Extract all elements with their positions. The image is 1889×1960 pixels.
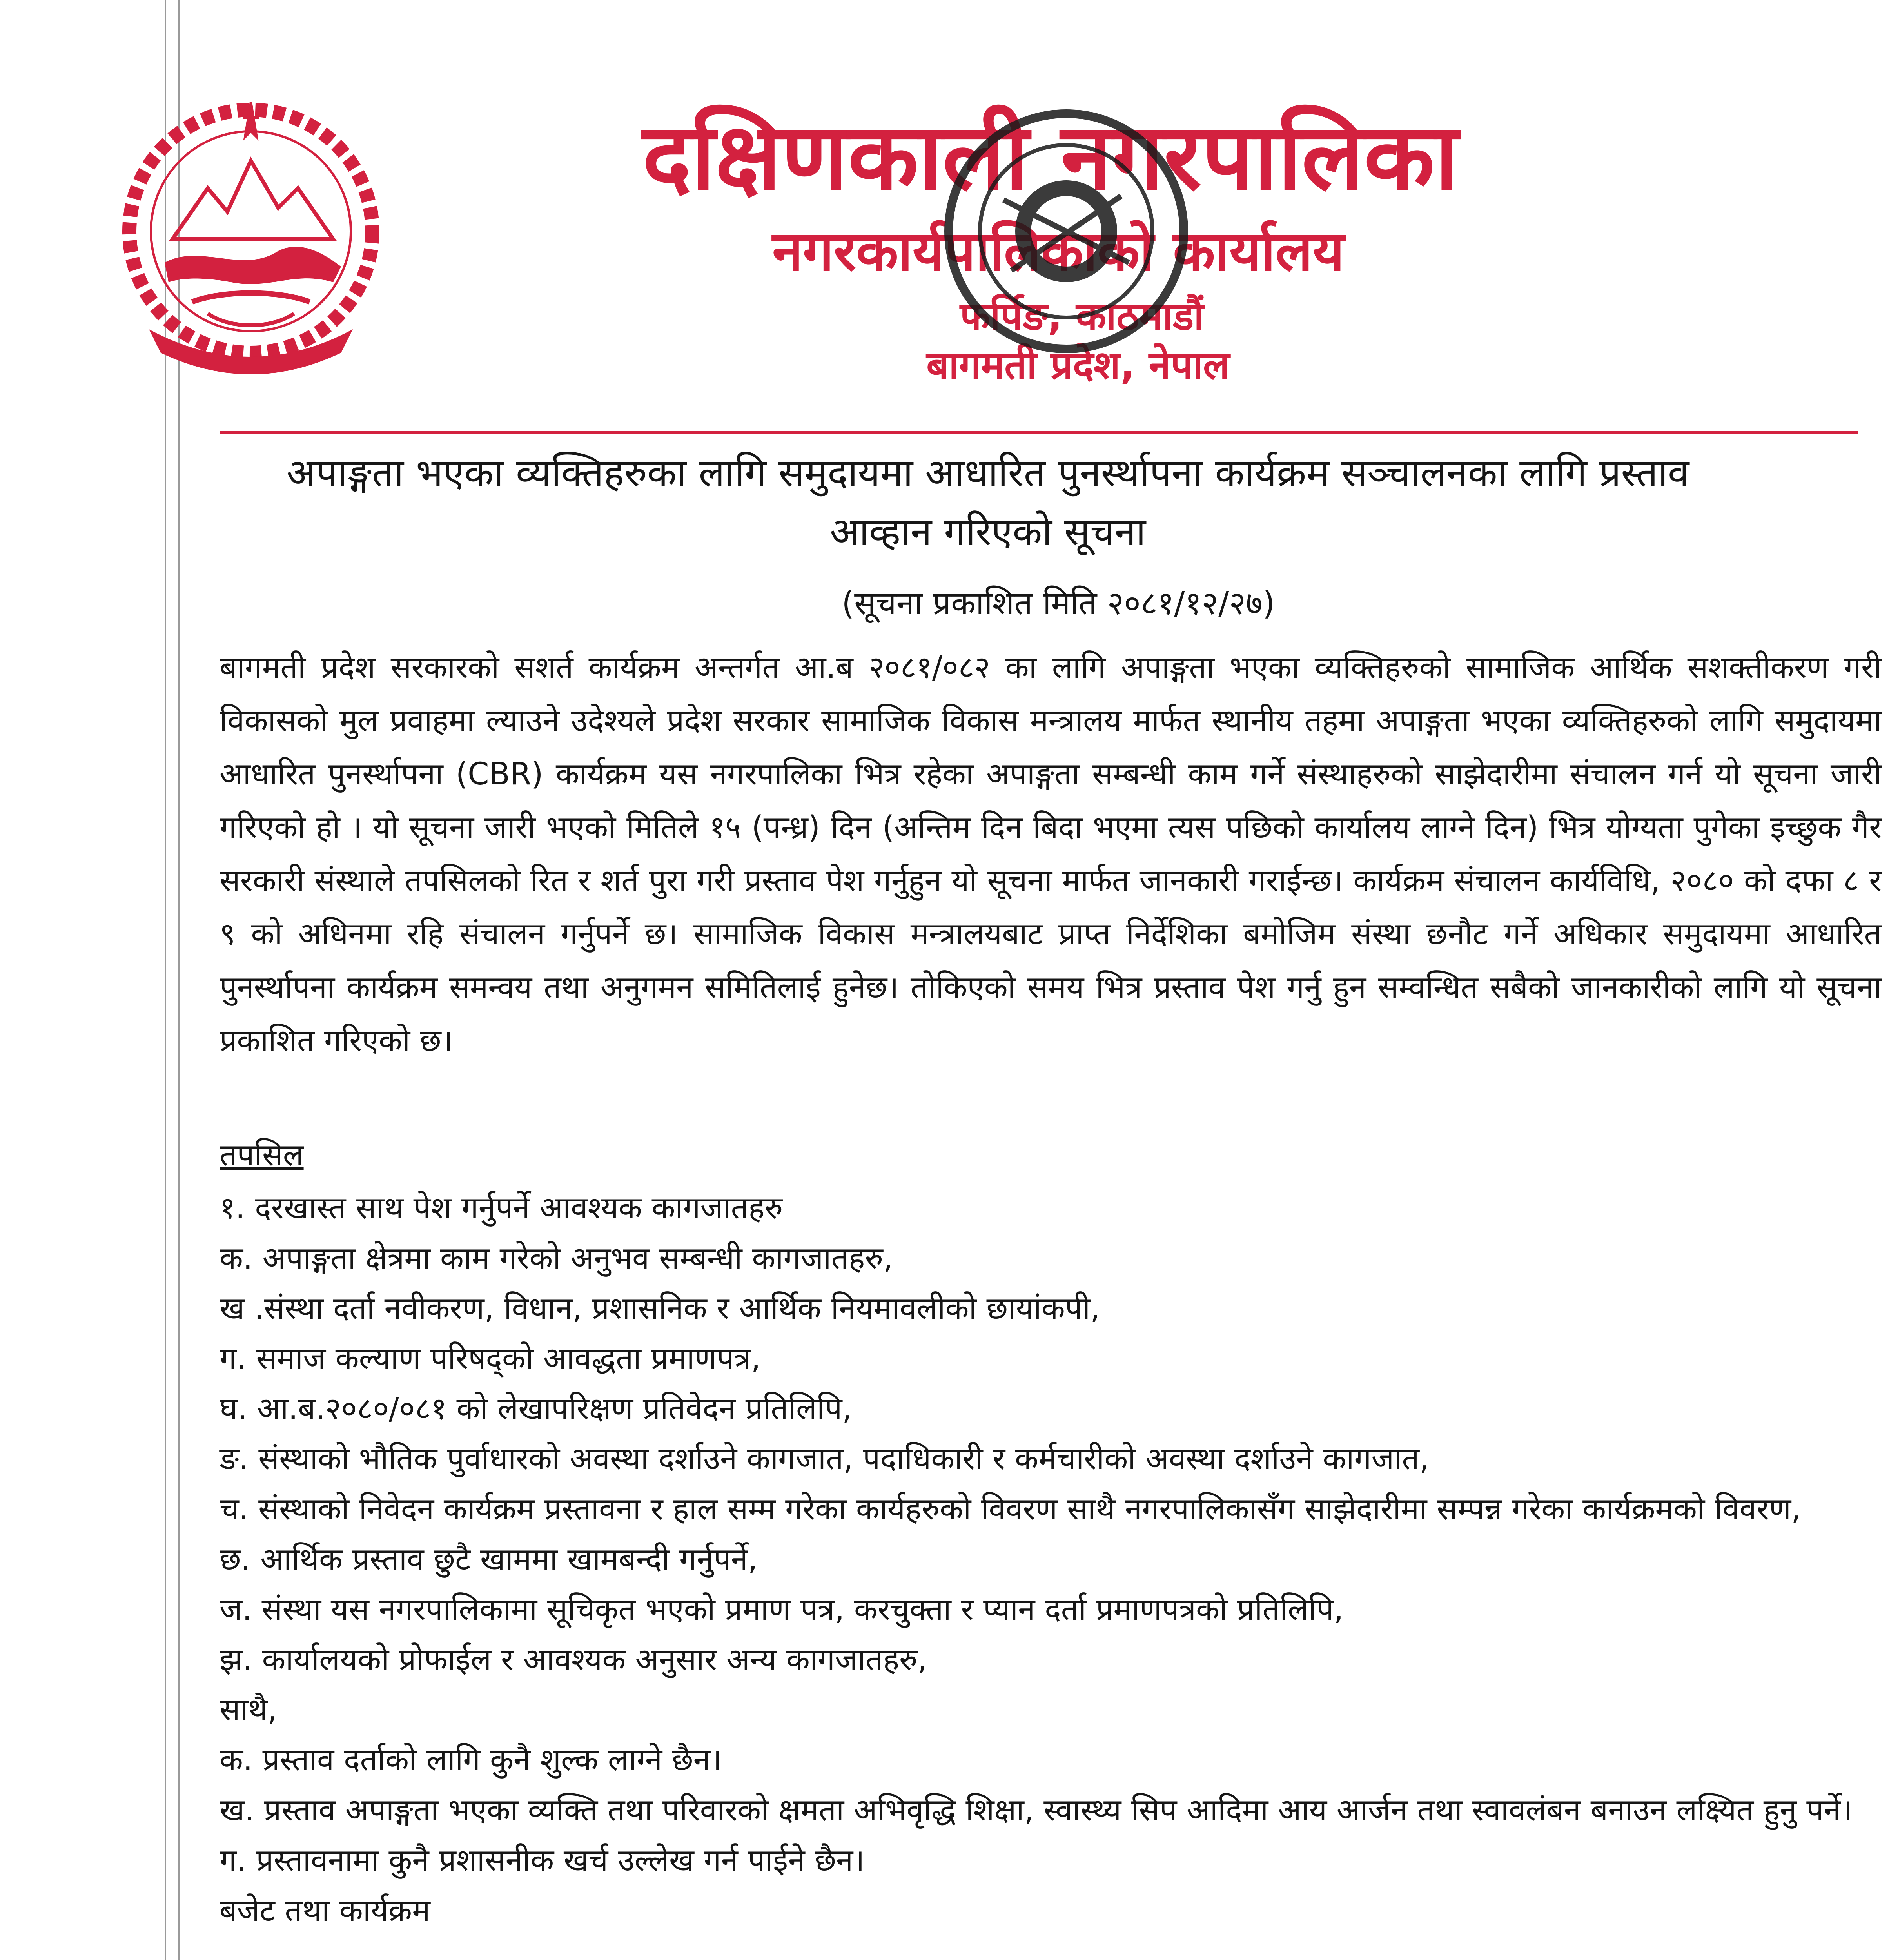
details-heading: तपसिल (220, 1138, 304, 1173)
list-item: ग. समाज कल्याण परिषद्को आवद्धता प्रमाणपत्र, (220, 1341, 761, 1376)
list-item: ज. संस्था यस नगरपालिकामा सूचिकृत भएको प्रमाण पत्र, करचुक्ता र प्यान दर्ता प्रमाणपत्रको प्रतिलिपि, (220, 1592, 1344, 1627)
requirements-list (220, 1183, 1866, 1936)
list-item: ख .संस्था दर्ता नवीकरण, विधान, प्रशासनिक र आर्थिक नियमावलीको छायांकपी, (220, 1291, 1100, 1326)
office-subtitle: नगरकार्यपालिकाको कार्यालय (772, 220, 1345, 283)
office-stamp (933, 98, 1199, 365)
list-item: क. अपाङ्गता क्षेत्रमा काम गरेको अनुभव सम्बन्धी कागजातहरु, (220, 1241, 893, 1276)
list-item: ङ. संस्थाको भौतिक पुर्वाधारको अवस्था दर्शाउने कागजात, पदाधिकारी र कर्मचारीको अवस्था दर्शाउने कागजात, (220, 1441, 1429, 1477)
header-divider (220, 431, 1858, 434)
also-heading: साथै, (220, 1692, 278, 1728)
list-item: ख. प्रस्ताव अपाङ्गता भएका व्यक्ति तथा परिवारको क्षमता अभिवृद्धि शिक्षा, स्वास्थ्य सिप आदिमा आय आर्जन तथा स्वावलंबन बनाउन लक्ष्यित हुनु पर्ने। (220, 1793, 1853, 1828)
requirements-heading: १. दरखास्त साथ पेश गर्नुपर्ने आवश्यक कागजातहरु (220, 1191, 783, 1226)
list-item: ग. प्रस्तावनामा कुनै प्रशासनीक खर्च उल्लेख गर्न पाईने छैन। (220, 1843, 865, 1878)
notice-title-continued: आव्हान गरिएको सूचना (829, 510, 1146, 554)
list-item: छ. आर्थिक प्रस्ताव छुटै खाममा खामबन्दी गर्नुपर्ने, (220, 1542, 758, 1577)
list-item: च. संस्थाको निवेदन कार्यक्रम प्रस्तावना र हाल सम्म गरेका कार्यहरुको विवरण साथै नगरपालिकासँग साझेदारीमा सम्पन्न गरेका कार्यक्रमको विवरण, (220, 1492, 1801, 1527)
office-name: दक्षिणकाली नगरपालिका (642, 103, 1459, 211)
publish-date: (सूचना प्रकाशित मिति २०८१/१२/२७) (842, 585, 1275, 622)
list-item: क. प्रस्ताव दर्ताको लागि कुनै शुल्क लाग्ने छैन। (220, 1742, 722, 1778)
office-location: फर्पिङ, काठमाडौं (960, 293, 1204, 339)
notice-title: अपाङ्गता भएका व्यक्तिहरुका लागि समुदायमा आधारित पुनर्स्थापना कार्यक्रम सञ्चालनका लागि प्रस्ताव (286, 451, 1689, 495)
notice-body: बागमती प्रदेश सरकारको सशर्त कार्यक्रम अन्तर्गत आ.ब २०८१/०८२ का लागि अपाङ्गता भएका व्यक्तिहरुको सामाजिक आर्थिक सशक्तीकरण गरी विकासको मुल प्रवाहमा ल्याउने उदेश्यले प्रदेश सरकार सामाजिक विकास मन्त्रालय मार्फत स्थानीय तहमा अपाङ्गता भएका व्यक्तिहरुको लागि समुदायमा आधारित पुनर्स्थापना (CBR) कार्यक्रम यस नगरपालिका भित्र रहेका अपाङ्गता सम्बन्धी काम गर्ने संस्थाहरुको साझेदारीमा संचालन गर्न यो सूचना जारी गरिएको हो । यो सूचना जारी भएको मितिले १५ (पन्ध्र) दिन (अन्तिम दिन बिदा भएमा त्यस पछिको कार्यालय लाग्ने दिन) भित्र योग्यता पुगेका इच्छुक गैर सरकारी संस्थाले तपसिलको रित र शर्त पुरा गरी प्रस्ताव पेश गर्नुहुन यो सूचना मार्फत जानकारी गराईन्छ। कार्यक्रम संचालन कार्यविधि, २०८० को दफा ८ र ९ को अधिनमा रहि संचालन गर्नुपर्ने छ। सामाजिक विकास मन्त्रालयबाट प्राप्त निर्देशिका बमोजिम संस्था छनौट गर्ने अधिकार समुदायमा आधारित पुनर्स्थापना कार्यक्रम समन्वय तथा अनुगमन समितिलाई हुनेछ। तोकिएको समय भित्र प्रस्ताव पेश गर्नु हुन सम्वन्धित सबैको जानकारीको लागि यो सूचना प्रकाशित गरिएको छ। (220, 650, 1882, 1058)
office-province: बागमती प्रदेश, नेपाल (926, 342, 1230, 388)
list-item: घ. आ.ब.२०८०/०८१ को लेखापरिक्षण प्रतिवेदन प्रतिलिपि, (220, 1391, 852, 1426)
list-item: झ. कार्यालयको प्रोफाईल र आवश्यक अनुसार अन्य कागजातहरु, (220, 1642, 927, 1677)
budget-heading: बजेट तथा कार्यक्रम (220, 1893, 430, 1928)
nepal-government-emblem (114, 94, 388, 376)
